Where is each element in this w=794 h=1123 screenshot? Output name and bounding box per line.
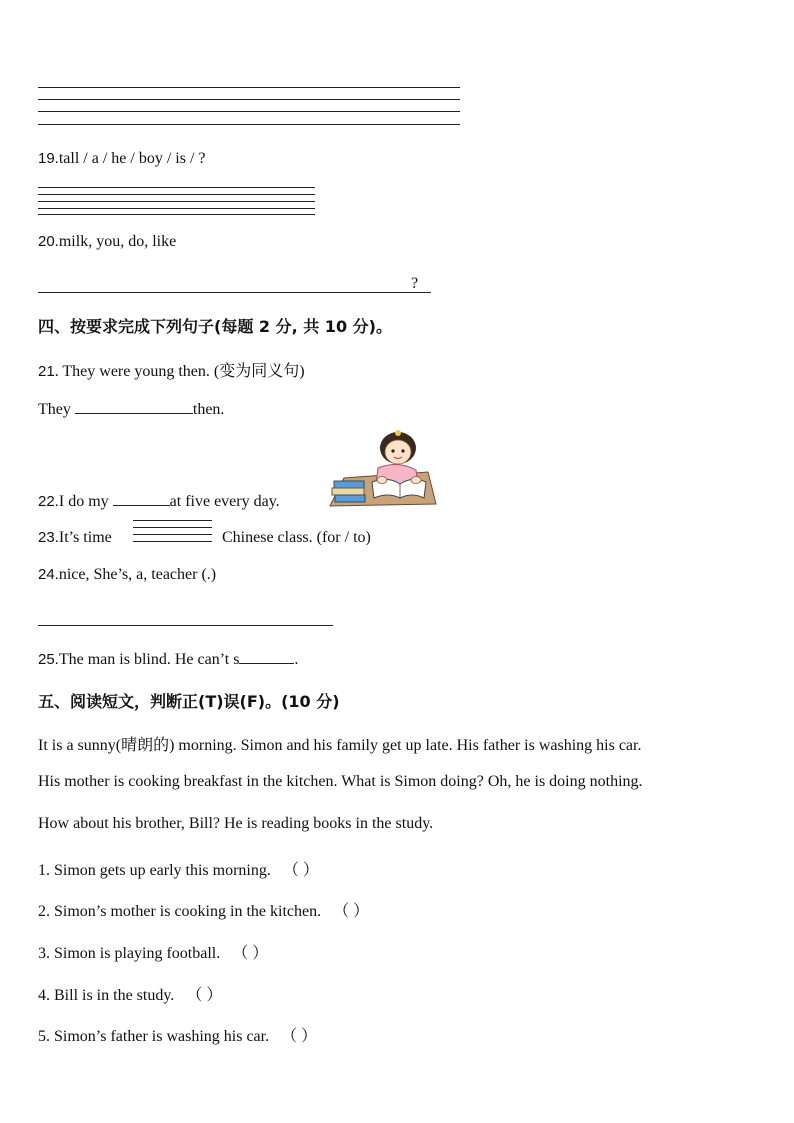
- question-text: . They were young then. (变为同义句): [54, 363, 305, 380]
- answer-line: [38, 99, 460, 100]
- answer-line: [38, 194, 315, 195]
- question-number: 22.: [38, 493, 59, 510]
- fill-blank[interactable]: [113, 491, 170, 506]
- answer-line: [38, 87, 460, 88]
- fill-blank[interactable]: [75, 399, 193, 414]
- question-text-after: at five every day.: [169, 493, 280, 510]
- section-heading: 五、阅读短文，判断正(T)误(F)。(10 分): [38, 692, 340, 711]
- question-text-after: .: [294, 651, 299, 668]
- question-text: milk, you, do, like: [58, 233, 177, 250]
- question-text-before: It’s time: [58, 529, 112, 546]
- question-number: 25.: [38, 651, 59, 668]
- answer-line: [38, 187, 315, 188]
- answer-line: [38, 208, 315, 209]
- answer-line: [38, 111, 460, 112]
- section-heading: 四、按要求完成下列句子(每题 2 分, 共 10 分)。: [38, 317, 392, 336]
- answer-bracket[interactable]: （ ）: [333, 903, 370, 920]
- question-19: [38, 150, 206, 168]
- answer-line: [38, 124, 460, 125]
- question-end-mark: ?: [411, 275, 419, 292]
- answer-bracket[interactable]: （ ）: [282, 862, 319, 879]
- answer-line: [38, 201, 315, 202]
- question-25: [38, 649, 298, 669]
- answer-line: [133, 527, 212, 528]
- question-text-after: Chinese class. (for / to): [222, 529, 371, 546]
- question-number: 24.: [38, 566, 59, 583]
- question-24: [38, 566, 216, 584]
- question-number: 23.: [38, 529, 59, 546]
- answer-line: [133, 534, 212, 535]
- judgment-text: 4. Bill is in the study.: [38, 987, 175, 1004]
- judgment-text: 3. Simon is playing football.: [38, 945, 221, 962]
- question-text-before: The man is blind. He can’t s: [58, 651, 240, 668]
- answer-start: They: [38, 401, 75, 418]
- question-20: [38, 233, 176, 251]
- girl-reading-illustration: [326, 426, 438, 510]
- judgment-text: 5. Simon’s father is washing his car.: [38, 1028, 270, 1045]
- passage-line: It is a sunny(晴朗的) morning. Simon and his family get up late. His father is washing his car.: [38, 737, 642, 754]
- question-21-answer: [38, 399, 224, 419]
- answer-line: [38, 625, 333, 626]
- fill-blank[interactable]: [239, 649, 294, 664]
- judgment-text: 2. Simon’s mother is cooking in the kitchen.: [38, 903, 322, 920]
- question-23: [38, 529, 112, 547]
- answer-line: [38, 214, 315, 215]
- question-21: [38, 358, 305, 381]
- passage-line: How about his brother, Bill? He is reading books in the study.: [38, 815, 434, 832]
- answer-bracket[interactable]: （ ）: [281, 1028, 318, 1045]
- question-text: tall / a / he / boy / is / ?: [58, 150, 206, 167]
- answer-bracket[interactable]: （ ）: [232, 945, 269, 962]
- judgment-item: [38, 940, 268, 963]
- question-text-before: I do my: [58, 493, 113, 510]
- answer-line: [133, 520, 212, 521]
- question-text: nice, She’s, a, teacher (.): [58, 566, 217, 583]
- question-22: [38, 491, 280, 511]
- passage-line: His mother is cooking breakfast in the kitchen. What is Simon doing? Oh, he is doing nothing.: [38, 773, 643, 790]
- answer-line: [133, 541, 212, 542]
- answer-bracket[interactable]: （ ）: [186, 987, 223, 1004]
- answer-line: [38, 292, 431, 293]
- judgment-item: [38, 898, 369, 921]
- answer-end: then.: [192, 401, 225, 418]
- question-number: 20.: [38, 233, 59, 250]
- judgment-item: [38, 982, 222, 1005]
- question-number: 19.: [38, 150, 59, 167]
- judgment-item: [38, 1023, 317, 1046]
- question-number: 21: [38, 363, 55, 380]
- judgment-item: [38, 857, 319, 880]
- judgment-text: 1. Simon gets up early this morning.: [38, 862, 271, 879]
